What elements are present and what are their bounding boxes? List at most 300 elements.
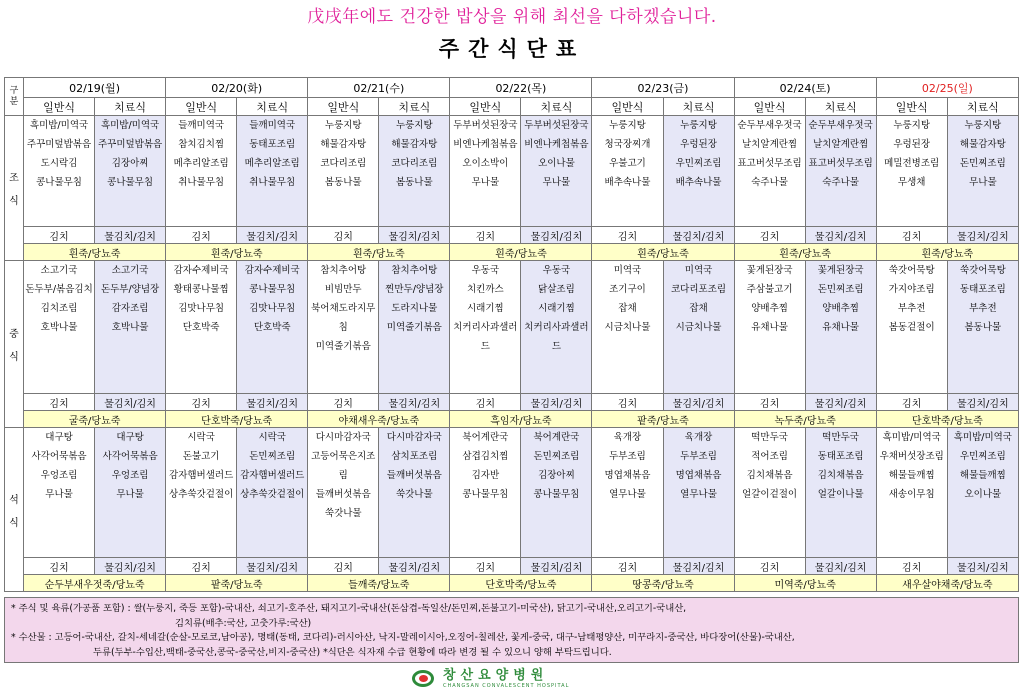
menu-item: 감자조림 <box>111 303 149 314</box>
menu-item: 시락국 <box>258 432 286 443</box>
menu-item: 고등어묵은지조림 <box>311 451 376 481</box>
menu-item: 김치조림 <box>40 303 78 314</box>
kimchi-cell: 김치 <box>308 394 379 411</box>
menu-item: 들깨미역국 <box>249 120 296 131</box>
menu-item: 명엽채볶음 <box>675 470 722 481</box>
normal-menu-cell <box>876 261 947 394</box>
menu-item: 코다리조림 <box>320 158 367 169</box>
menu-item: 열무나물 <box>609 489 646 500</box>
kimchi-cell: 김치 <box>450 227 521 244</box>
kimchi-cell: 김치 <box>734 227 805 244</box>
kimchi-cell: 김치 <box>166 558 237 575</box>
menu-item: 오이소박이 <box>462 158 509 169</box>
menu-item: 누룽지탕 <box>609 120 646 131</box>
menu-item: 배추속나물 <box>604 177 651 188</box>
menu-item: 북어계란국 <box>533 432 580 443</box>
therapy-diet-header: 치료식 <box>805 98 876 116</box>
menu-item: 코다리조림 <box>391 158 438 169</box>
menu-item: 배추속나물 <box>675 177 722 188</box>
menu-item: 시금치나물 <box>675 322 722 333</box>
menu-item: 돈민찌조림 <box>533 451 580 462</box>
menu-item: 숙주나물 <box>822 177 859 188</box>
meal-label-char: 중 <box>9 329 19 340</box>
menu-item: 쑥갓나물 <box>395 489 433 500</box>
menu-item: 흑미밥/미역국 <box>29 120 89 131</box>
menu-item: 감자햄버샐러드 <box>169 470 234 481</box>
menu-item: 오이나물 <box>964 489 1002 500</box>
menu-item: 동태포조림 <box>249 139 296 150</box>
meal-label <box>5 428 24 592</box>
menu-item: 누룽지탕 <box>395 120 433 131</box>
porridge-cell: 녹두죽/당뇨죽 <box>734 411 876 428</box>
therapy-menu-cell <box>237 116 308 227</box>
menu-item: 해물감자탕 <box>959 139 1006 150</box>
menu-item: 우동국 <box>471 265 500 276</box>
menu-item: 해물들깨찜 <box>959 470 1006 481</box>
porridge-cell: 흰죽/당뇨죽 <box>450 244 592 261</box>
day-header: 02/24(토) <box>734 78 876 98</box>
menu-item: 주꾸미덮밥볶음 <box>97 139 163 150</box>
menu-item: 비엔나케첩볶음 <box>524 139 589 150</box>
normal-menu-cell <box>24 428 95 558</box>
menu-item: 육개장 <box>684 432 713 443</box>
menu-item: 우엉조림 <box>40 470 78 481</box>
menu-item: 도라지나물 <box>391 303 438 314</box>
kimchi-cell: 김치 <box>592 227 663 244</box>
menu-item: 황태콩나물찜 <box>173 284 229 295</box>
menu-item: 가지야조림 <box>888 284 935 295</box>
day-header: 02/20(화) <box>166 78 308 98</box>
menu-item: 단호박죽 <box>253 322 291 333</box>
menu-item: 미역줄기볶음 <box>315 341 371 352</box>
menu-item: 흑미밥/미역국 <box>882 432 941 443</box>
menu-item: 삼겹김치찜 <box>462 451 509 462</box>
menu-item: 콩나물무침 <box>249 284 296 295</box>
menu-item: 소고기국 <box>40 265 78 276</box>
menu-item: 취나물무침 <box>249 177 296 188</box>
hospital-logo-icon <box>409 669 439 688</box>
therapy-menu-cell <box>521 261 592 394</box>
menu-item: 우불고기 <box>609 158 646 169</box>
menu-item: 참치김치찜 <box>178 139 225 150</box>
kimchi-cell: 김치 <box>166 394 237 411</box>
menu-item: 돈민찌조림 <box>249 451 296 462</box>
menu-item: 무나물 <box>542 177 571 188</box>
menu-item: 날치알계란찜 <box>813 139 869 150</box>
menu-item: 감자수제비국 <box>244 265 300 276</box>
kimchi-cell: 물김치/김치 <box>947 558 1018 575</box>
day-header: 02/19(월) <box>24 78 166 98</box>
menu-item: 두부조림 <box>609 451 646 462</box>
menu-item: 유채나물 <box>751 322 788 333</box>
normal-menu-cell <box>592 116 663 227</box>
menu-item: 무나물 <box>116 489 144 500</box>
menu-item: 유채나물 <box>822 322 859 333</box>
menu-item: 들깨버섯볶음 <box>386 470 442 481</box>
menu-item: 시금치나물 <box>604 322 651 333</box>
kimchi-cell: 물김치/김치 <box>947 227 1018 244</box>
porridge-cell: 야채새우죽/당뇨죽 <box>308 411 450 428</box>
normal-diet-header: 일반식 <box>24 98 95 116</box>
kimchi-cell: 김치 <box>876 558 947 575</box>
menu-item: 소고기국 <box>111 265 149 276</box>
menu-item: 쑥갓나물 <box>324 508 362 519</box>
menu-item: 봄동겉절이 <box>888 322 935 333</box>
menu-item: 호박나물 <box>111 322 149 333</box>
therapy-diet-header: 치료식 <box>95 98 166 116</box>
kimchi-cell: 물김치/김치 <box>237 558 308 575</box>
menu-item: 김치채볶음 <box>746 470 793 481</box>
menu-item: 오이나물 <box>538 158 575 169</box>
menu-item: 참치추어탕 <box>320 265 367 276</box>
normal-diet-header: 일반식 <box>308 98 379 116</box>
menu-item: 김자반 <box>471 470 500 481</box>
normal-menu-cell <box>166 428 237 558</box>
normal-menu-cell <box>308 428 379 558</box>
menu-item: 김치채볶음 <box>817 470 864 481</box>
menu-item: 사각어묵볶음 <box>31 451 87 462</box>
porridge-cell: 흰죽/당뇨죽 <box>876 244 1018 261</box>
menu-item: 닭살조림 <box>538 284 575 295</box>
menu-item: 돈두부/볶음김치 <box>25 284 93 295</box>
menu-item: 미역줄기볶음 <box>386 322 442 333</box>
menu-item: 흑미밥/미역국 <box>953 432 1012 443</box>
normal-menu-cell <box>876 116 947 227</box>
menu-item: 잡채 <box>689 303 708 314</box>
menu-item: 돈민찌조림 <box>959 158 1006 169</box>
porridge-cell: 흰죽/당뇨죽 <box>308 244 450 261</box>
hospital-name-english: CHANGSAN CONVALESCENT HOSPITAL <box>443 682 570 689</box>
notes-line-4: 두류(두부-수입산,백태-중국산,콩국-중국산,비지-중국산) *식단은 식자재 수급 현황에 따라 변경 될 수 있으니 양해 부탁드립니다. <box>93 646 612 658</box>
origin-notes <box>4 597 1019 663</box>
menu-item: 두부버섯된장국 <box>453 120 518 131</box>
kimchi-cell: 김치 <box>24 394 95 411</box>
kimchi-cell: 물김치/김치 <box>521 558 592 575</box>
menu-item: 잡채 <box>618 303 637 314</box>
menu-item: 시래기찜 <box>467 303 504 314</box>
day-header: 02/25(일) <box>876 78 1018 98</box>
therapy-diet-header: 치료식 <box>237 98 308 116</box>
menu-item: 양배추찜 <box>751 303 788 314</box>
menu-item: 비빔만두 <box>324 284 362 295</box>
menu-item: 상추쑥갓겉절이 <box>240 489 305 500</box>
menu-item: 비엔나케첩볶음 <box>453 139 518 150</box>
menu-item: 우동국 <box>542 265 571 276</box>
therapy-menu-cell <box>237 428 308 558</box>
menu-item: 봄동나물 <box>964 322 1002 333</box>
menu-item: 돈민찌조림 <box>817 284 864 295</box>
menu-item: 두부조림 <box>680 451 717 462</box>
menu-item: 우엉조림 <box>111 470 149 481</box>
meal-label-char: 조 <box>9 173 19 184</box>
porridge-cell: 단호박죽/당뇨죽 <box>876 411 1018 428</box>
menu-item: 다시마감자국 <box>315 432 371 443</box>
normal-diet-header: 일반식 <box>450 98 521 116</box>
kimchi-cell: 김치 <box>876 227 947 244</box>
menu-item: 미역국 <box>684 265 713 276</box>
therapy-menu-cell <box>663 261 734 394</box>
menu-item: 참치추어탕 <box>391 265 438 276</box>
menu-item: 우민찌조림 <box>675 158 722 169</box>
menu-item: 새송이무침 <box>888 489 935 500</box>
menu-item: 청국장찌개 <box>604 139 651 150</box>
normal-menu-cell <box>308 116 379 227</box>
meal-label <box>5 261 24 428</box>
normal-diet-header: 일반식 <box>592 98 663 116</box>
menu-item: 콩나물무침 <box>36 177 82 188</box>
menu-item: 치킨까스 <box>467 284 504 295</box>
menu-item: 미역국 <box>613 265 642 276</box>
menu-item: 시락국 <box>187 432 215 443</box>
menu-item: 다시마감자국 <box>386 432 442 443</box>
menu-item: 열무나물 <box>680 489 717 500</box>
menu-item: 취나물무침 <box>178 177 225 188</box>
porridge-cell: 흰죽/당뇨죽 <box>734 244 876 261</box>
menu-item: 북어채도라지무침 <box>311 303 376 333</box>
menu-item: 돈두부/양념장 <box>100 284 160 295</box>
porridge-cell: 땅콩죽/당뇨죽 <box>592 575 734 592</box>
menu-item: 표고버섯무조림 <box>808 158 873 169</box>
kimchi-cell: 물김치/김치 <box>379 558 450 575</box>
therapy-menu-cell <box>663 116 734 227</box>
menu-item: 북어계란국 <box>462 432 509 443</box>
therapy-menu-cell <box>805 116 876 227</box>
menu-item: 무생채 <box>897 177 926 188</box>
page-title: 주간식단표 <box>438 37 586 61</box>
notes-line-3: * 수산물 : 고등어-국내산, 갈치-세네갈(순살-모로코,남아공), 명태(동태, 코다리)-러시아산, 낙지-말레이시아,오징어-칠레산, 꽃게-중국, 대구-남태평양산, 미꾸라지-중국산, 바다장어(산물)-국내산, <box>11 632 795 643</box>
normal-menu-cell <box>876 428 947 558</box>
weekly-menu-table <box>4 77 1019 592</box>
menu-item: 콩나물무침 <box>107 177 154 188</box>
menu-item: 동태포조림 <box>959 284 1006 295</box>
menu-item: 주삼불고기 <box>746 284 793 295</box>
slogan: 戊戌年에도 건강한 밥상을 위해 최선을 다하겠습니다. <box>307 7 717 27</box>
menu-item: 삼치포조림 <box>391 451 438 462</box>
menu-item: 찐만두/양념장 <box>385 284 444 295</box>
menu-item: 호박나물 <box>40 322 78 333</box>
menu-item: 꽃게된장국 <box>817 265 864 276</box>
menu-item: 떡만두국 <box>751 432 788 443</box>
normal-menu-cell <box>166 116 237 227</box>
therapy-menu-cell <box>805 261 876 394</box>
porridge-cell: 미역죽/당뇨죽 <box>734 575 876 592</box>
normal-menu-cell <box>24 261 95 394</box>
kimchi-cell: 물김치/김치 <box>95 558 166 575</box>
therapy-menu-cell <box>947 261 1018 394</box>
menu-item: 메추리알조림 <box>173 158 229 169</box>
menu-item: 숙주나물 <box>751 177 788 188</box>
menu-item: 단호박죽 <box>182 322 220 333</box>
day-header: 02/23(금) <box>592 78 734 98</box>
kimchi-cell: 김치 <box>734 558 805 575</box>
day-header: 02/21(수) <box>308 78 450 98</box>
kimchi-cell: 물김치/김치 <box>379 394 450 411</box>
therapy-menu-cell <box>237 261 308 394</box>
menu-item: 떡만두국 <box>822 432 859 443</box>
kimchi-cell: 김치 <box>592 558 663 575</box>
menu-item: 우렁된장 <box>680 139 717 150</box>
kimchi-cell: 김치 <box>450 558 521 575</box>
normal-diet-header: 일반식 <box>876 98 947 116</box>
kimchi-cell: 김치 <box>876 394 947 411</box>
kimchi-cell: 물김치/김치 <box>95 227 166 244</box>
menu-item: 우렁된장 <box>893 139 931 150</box>
menu-item: 꽃게된장국 <box>746 265 793 276</box>
kimchi-cell: 물김치/김치 <box>379 227 450 244</box>
normal-menu-cell <box>592 428 663 558</box>
kimchi-cell: 김치 <box>450 394 521 411</box>
menu-item: 우채버섯장조림 <box>879 451 944 462</box>
meal-label <box>5 116 24 261</box>
menu-item: 대구탕 <box>45 432 73 443</box>
menu-item: 해물들깨찜 <box>888 470 935 481</box>
therapy-diet-header: 치료식 <box>521 98 592 116</box>
menu-item: 돈불고기 <box>182 451 220 462</box>
menu-item: 대구탕 <box>116 432 144 443</box>
hospital-name: 창산요양병원 <box>443 667 549 683</box>
therapy-menu-cell <box>95 428 166 558</box>
normal-diet-header: 일반식 <box>166 98 237 116</box>
menu-item: 무나물 <box>471 177 500 188</box>
normal-menu-cell <box>24 116 95 227</box>
normal-menu-cell <box>450 116 521 227</box>
kimchi-cell: 김치 <box>592 394 663 411</box>
menu-item: 쑥갓어묵탕 <box>888 265 935 276</box>
menu-item: 감자수제비국 <box>173 265 229 276</box>
kimchi-cell: 김치 <box>308 227 379 244</box>
menu-item: 시래기찜 <box>538 303 575 314</box>
kimchi-cell: 물김치/김치 <box>521 394 592 411</box>
kimchi-cell: 물김치/김치 <box>95 394 166 411</box>
menu-item: 무나물 <box>969 177 997 188</box>
menu-item: 사각어묵볶음 <box>102 451 158 462</box>
kimchi-cell: 물김치/김치 <box>663 227 734 244</box>
menu-item: 누룽지탕 <box>680 120 717 131</box>
porridge-cell: 흑임자/당뇨죽 <box>450 411 592 428</box>
therapy-menu-cell <box>947 116 1018 227</box>
kimchi-cell: 김치 <box>24 558 95 575</box>
kimchi-cell: 물김치/김치 <box>805 227 876 244</box>
kimchi-cell: 물김치/김치 <box>947 394 1018 411</box>
porridge-cell: 순두부새우젓죽/당뇨죽 <box>24 575 166 592</box>
menu-item: 감자햄버샐러드 <box>240 470 305 481</box>
porridge-cell: 단호박죽/당뇨죽 <box>166 411 308 428</box>
menu-item: 적어조림 <box>751 451 788 462</box>
menu-item: 흑미밥/미역국 <box>100 120 160 131</box>
normal-menu-cell <box>734 428 805 558</box>
porridge-cell: 단호박죽/당뇨죽 <box>450 575 592 592</box>
porridge-cell: 팥죽/당뇨죽 <box>166 575 308 592</box>
menu-item: 봄동나물 <box>395 177 433 188</box>
hospital-logo <box>409 668 569 689</box>
normal-menu-cell <box>450 428 521 558</box>
porridge-cell: 새우살야채죽/당뇨죽 <box>876 575 1018 592</box>
menu-item: 육개장 <box>613 432 642 443</box>
meal-label-char: 식 <box>9 517 19 529</box>
menu-item: 부추전 <box>897 303 926 314</box>
therapy-menu-cell <box>521 116 592 227</box>
menu-item: 명엽채볶음 <box>604 470 651 481</box>
menu-item: 누룽지탕 <box>893 120 931 131</box>
kimchi-cell: 김치 <box>24 227 95 244</box>
menu-item: 쑥갓어묵탕 <box>959 265 1006 276</box>
gubun-label: 구분 <box>9 85 19 107</box>
menu-item: 들깨버섯볶음 <box>315 489 371 500</box>
menu-item: 치커리사과샐러드 <box>524 322 589 352</box>
porridge-cell: 흰죽/당뇨죽 <box>592 244 734 261</box>
kimchi-cell: 김치 <box>166 227 237 244</box>
menu-item: 주꾸미덮밥볶음 <box>26 139 92 150</box>
menu-item: 메밀전병조림 <box>884 158 940 169</box>
menu-item: 해물감자탕 <box>320 139 367 150</box>
menu-item: 두부버섯된장국 <box>524 120 589 131</box>
menu-item: 누룽지탕 <box>964 120 1002 131</box>
therapy-diet-header: 치료식 <box>947 98 1018 116</box>
porridge-cell: 굴죽/당뇨죽 <box>24 411 166 428</box>
kimchi-cell: 물김치/김치 <box>663 558 734 575</box>
menu-item: 김맛나무침 <box>249 303 296 314</box>
menu-item: 누룽지탕 <box>324 120 362 131</box>
notes-line-1: * 주식 및 육류(가공품 포함) : 쌀(누룽지, 죽등 포함)-국내산, 쇠고기-호주산, 돼지고기-국내산(돈삼겹-독일산/돈민찌,돈불고기-미국산), 닭고기-국내산,오리고기-국내산, <box>11 603 687 614</box>
menu-item: 순두부새우젓국 <box>737 120 802 131</box>
menu-item: 우민찌조림 <box>959 451 1006 462</box>
kimchi-cell: 물김치/김치 <box>663 394 734 411</box>
menu-item: 해물감자탕 <box>391 139 438 150</box>
normal-menu-cell <box>592 261 663 394</box>
menu-item: 콩나물무침 <box>462 489 509 500</box>
meal-label-char: 식 <box>9 352 19 363</box>
menu-item: 김장아찌 <box>538 470 575 481</box>
day-header: 02/22(목) <box>450 78 592 98</box>
therapy-menu-cell <box>379 116 450 227</box>
therapy-menu-cell <box>521 428 592 558</box>
kimchi-cell: 물김치/김치 <box>237 394 308 411</box>
meal-label-char: 식 <box>9 196 19 207</box>
therapy-diet-header: 치료식 <box>663 98 734 116</box>
normal-diet-header: 일반식 <box>734 98 805 116</box>
menu-item: 조기구이 <box>609 284 646 295</box>
menu-item: 무나물 <box>45 489 73 500</box>
menu-item: 표고버섯무조림 <box>737 158 802 169</box>
therapy-menu-cell <box>95 116 166 227</box>
kimchi-cell: 물김치/김치 <box>805 394 876 411</box>
menu-item: 양배추찜 <box>822 303 859 314</box>
menu-item: 동태포조림 <box>817 451 864 462</box>
menu-item: 날치알계란찜 <box>742 139 798 150</box>
kimchi-cell: 김치 <box>308 558 379 575</box>
menu-item: 얼갈이나물 <box>817 489 864 500</box>
therapy-menu-cell <box>663 428 734 558</box>
kimchi-cell: 물김치/김치 <box>805 558 876 575</box>
menu-item: 얼갈이겉절이 <box>742 489 798 500</box>
normal-menu-cell <box>308 261 379 394</box>
gubun-header <box>5 78 24 116</box>
therapy-diet-header: 치료식 <box>379 98 450 116</box>
porridge-cell: 팥죽/당뇨죽 <box>592 411 734 428</box>
menu-item: 김맛나무침 <box>178 303 225 314</box>
kimchi-cell: 김치 <box>734 394 805 411</box>
therapy-menu-cell <box>379 261 450 394</box>
menu-item: 도시락김 <box>40 158 78 169</box>
normal-menu-cell <box>166 261 237 394</box>
porridge-cell: 흰죽/당뇨죽 <box>24 244 166 261</box>
menu-item: 치커리사과샐러드 <box>453 322 518 352</box>
porridge-cell: 들깨죽/당뇨죽 <box>308 575 450 592</box>
normal-menu-cell <box>734 116 805 227</box>
therapy-menu-cell <box>805 428 876 558</box>
therapy-menu-cell <box>379 428 450 558</box>
menu-item: 콩나물무침 <box>533 489 580 500</box>
